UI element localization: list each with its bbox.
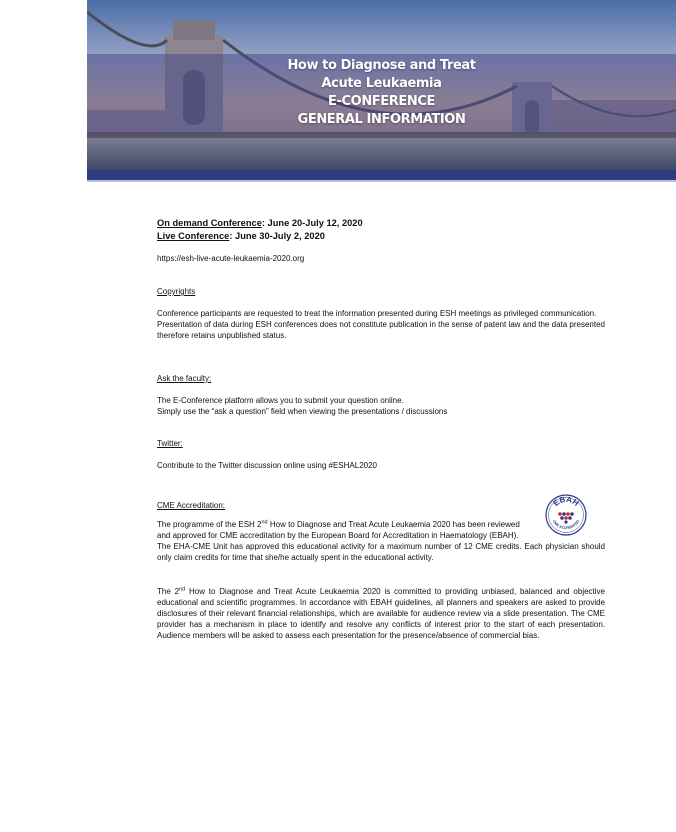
live-label: Live Conference <box>157 231 230 241</box>
on-demand-label: On demand Conference <box>157 218 262 228</box>
ebah-cme-accredited-logo <box>545 494 587 536</box>
copyrights-heading: Copyrights <box>157 287 196 296</box>
cme-paragraph-1: The programme of the ESH 2nd How to Diagnose and Treat Acute Leukaemia 2020 has been reviewed and approved for CME accreditation by the European Board for Accreditation in Haematology (EBAH). The EHA-CME Unit has approved this educational activity for a maximum number of 12 CME credits. Each physician should only claim credits for time that she/he actually spent in the educational activity. <box>157 519 605 562</box>
cme-paragraph-2: The 2nd How to Diagnose and Treat Acute Leukaemia 2020 is committed to providing unbiased, balanced and objective educational and scientific programmes. In accordance with EBAH guidelines, all planners and speakers are asked to provide disclosures of their relevant financial relationships, which are available for audience review via a slide presentation. The CME provider has a mechanism in place to identify and resolve any conflicts of interest prior to the start of each presentation. Audience members will be asked to assess each presentation for the presence/absence of commercial bias. <box>157 586 605 640</box>
website-link[interactable]: https://esh-live-acute-leukaemia-2020.org <box>157 254 305 263</box>
conference-dates <box>157 217 605 243</box>
ask-faculty-heading: Ask the faculty: <box>157 374 212 383</box>
live-dates: : June 30-July 2, 2020 <box>229 231 325 241</box>
on-demand-dates: : June 20-July 12, 2020 <box>261 218 363 228</box>
banner-title-line: Acute Leukaemia <box>321 76 442 91</box>
banner-title-line: How to Diagnose and Treat <box>287 58 476 73</box>
ask-faculty-line: Simply use the “ask a question” field when viewing the presentations / discussions <box>157 406 448 416</box>
header-banner <box>87 0 676 182</box>
twitter-heading: Twitter: <box>157 439 183 448</box>
banner-title <box>87 57 676 129</box>
copyrights-text <box>157 309 605 342</box>
cme-heading: CME Accreditation: <box>157 501 226 510</box>
ask-faculty-text <box>157 396 605 418</box>
copyrights-para: Conference participants are requested to treat the information presented during ESH meetings as privileged communication. <box>157 309 597 318</box>
banner-title-line: E-CONFERENCE <box>328 94 435 109</box>
logo-text-top: EBAH <box>551 494 581 509</box>
banner-title-line: GENERAL INFORMATION <box>297 112 466 127</box>
ask-faculty-line: The E-Conference platform allows you to submit your question online. <box>157 396 404 405</box>
copyrights-para: Presentation of data during ESH conferences does not constitute publication in the sense of patent law and the data presented therefore retains unpublished status. <box>157 319 605 340</box>
twitter-text: Contribute to the Twitter discussion online using #ESHAL2020 <box>157 461 377 470</box>
logo-text-bottom: CME ACCREDITED <box>551 519 581 531</box>
